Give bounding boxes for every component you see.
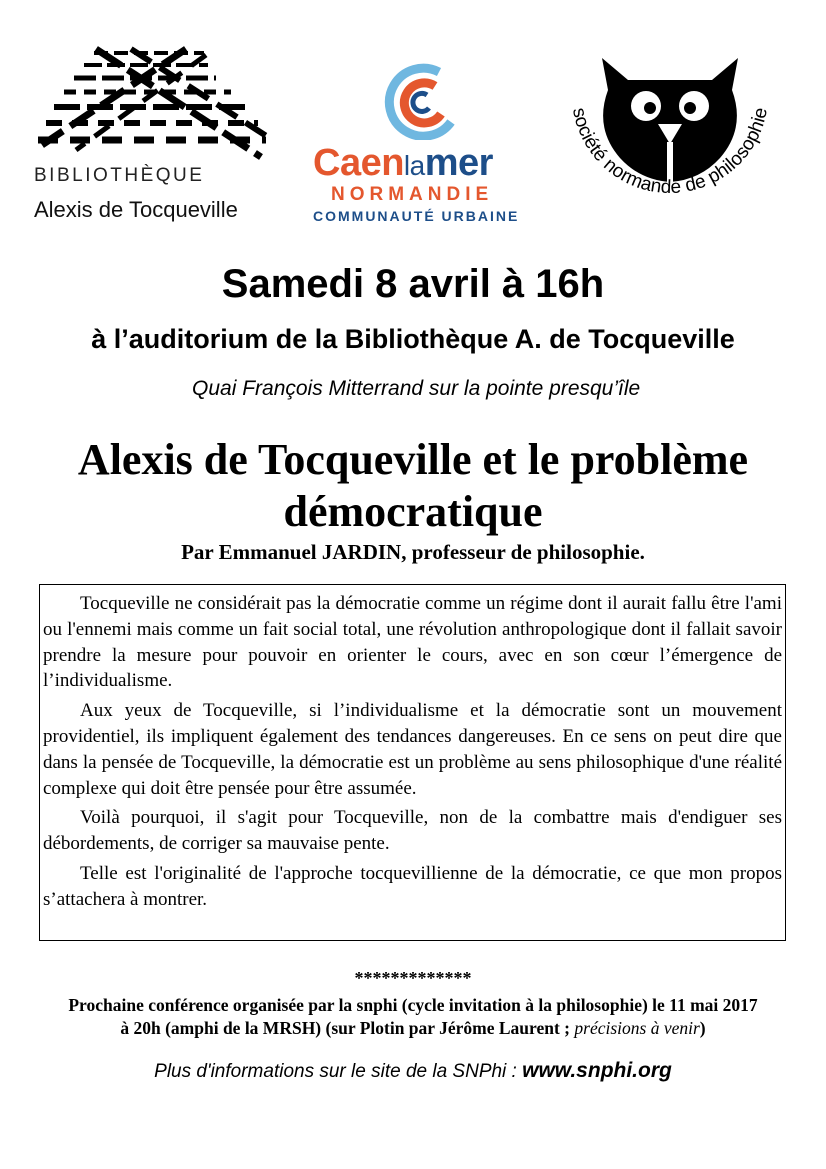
abstract-paragraph-4: Telle est l'originalité de l'approche tocquevillienne de la démocratie, ce que mon propos s’attachera à montrer.: [43, 862, 782, 910]
snphi-logo: [550, 50, 790, 225]
abstract-paragraph-2: Aux yeux de Tocqueville, si l’individualisme et la démocratie sont un mouvement providentiel, ils impliquent également des tendances dangereuses. En ce sens on peut dire que dans la pensée de Tocqueville, la démocratie est un problème au sens philosophique d'une réalité complexe qui doit être pensée pour être assumée.: [43, 700, 782, 799]
abstract-box: [39, 584, 786, 941]
abstract-paragraph-1: Tocqueville ne considérait pas la démocratie comme un régime dont il aurait fallu être l'ami ou l'ennemi mais comme un fait social total, une révolution anthropologique dont il fallait savoir prendre la mesure pour pouvoir en orienter le cours, avec en son cœur l’émergence de l’individualisme.: [43, 593, 782, 692]
next-conference: [30, 994, 796, 1040]
next-conference-line2: à 20h (amphi de la MRSH) (sur Plotin par Jérôme Laurent ;: [120, 1018, 575, 1038]
talk-speaker: Par Emmanuel JARDIN, professeur de philosophie.: [181, 540, 645, 564]
library-lines-icon: [36, 45, 271, 165]
la-word: la: [403, 150, 425, 181]
next-conference-close: ): [699, 1018, 706, 1038]
caen-word: Caen: [313, 142, 404, 184]
snphi-circle-text: société normande de philosophie: [567, 105, 773, 199]
talk-title: Alexis de Tocqueville et le problème démocratique: [77, 435, 749, 536]
caen-normandie-text: NORMANDIE: [331, 184, 494, 205]
more-info-prefix: Plus d'informations sur le site de la SNPhi :: [154, 1061, 523, 1082]
abstract-paragraph-3: Voilà pourquoi, il s'agit pour Tocqueville, non de la combattre mais d'endiguer ses débordements, de corriger sa mauvaise pente.: [43, 807, 782, 855]
event-address: Quai François Mitterrand sur la pointe presqu’île: [192, 377, 641, 400]
more-info: [0, 1059, 826, 1083]
library-logo-line1: BIBLIOTHÈQUE: [34, 165, 205, 186]
separator-stars: *************: [354, 968, 472, 988]
caen-la-mer-logo: [305, 60, 540, 230]
caen-communaute-text: COMMUNAUTÉ URBAINE: [313, 208, 520, 224]
library-logo-line2: Alexis de Tocqueville: [34, 197, 238, 222]
caen-swirl-icon: [377, 60, 467, 140]
mer-word: mer: [424, 142, 493, 184]
caen-la-mer-wordmark: [313, 142, 493, 185]
event-venue: à l’auditorium de la Bibliothèque A. de Tocqueville: [91, 324, 735, 354]
library-logo: [30, 45, 275, 230]
event-date-heading: Samedi 8 avril à 16h: [221, 262, 605, 306]
website-link[interactable]: www.snphi.org: [522, 1059, 672, 1082]
next-conference-line1: Prochaine conférence organisée par la snphi (cycle invitation à la philosophie) le 11 mai 2017: [68, 995, 758, 1015]
next-conference-pending: précisions à venir: [574, 1018, 700, 1038]
